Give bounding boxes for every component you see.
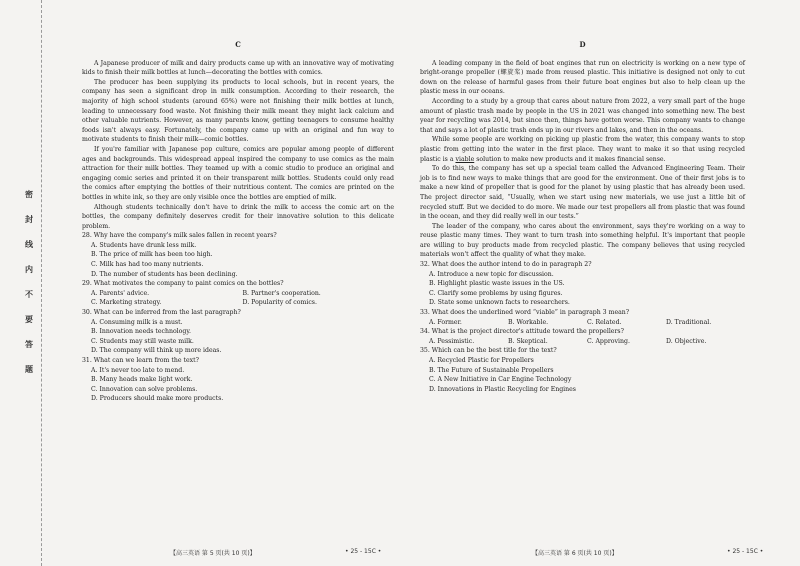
question-31 (82, 356, 394, 404)
seal-char: 封 (25, 215, 33, 224)
passage-d-paragraph (420, 135, 745, 164)
question-32 (420, 260, 745, 308)
option: B. The Future of Sustainable Propellers (429, 366, 554, 374)
question-stem: 33. What does the underlined word “viable” in paragraph 3 mean? (420, 309, 630, 317)
option: C. Students may still waste milk. (91, 337, 194, 345)
passage-d-paragraph: According to a study by a group that cares about nature from 2022, a very small part of the huge amount of plastic trash made by people in the US in 2021 was changed into something new. The best year for recycling was 2014, but since then, things have gotten worse. This company wants to change that and says a lot of plastic trash ends up in our rivers and lakes, and then in the oceans. (420, 97, 745, 134)
option: C. A New Initiative in Car Engine Technology (429, 376, 572, 384)
underlined-word-viable: viable (455, 155, 475, 163)
seal-char: 不 (25, 290, 33, 299)
option: C. Milk has had too many nutrients. (91, 261, 204, 269)
option: A. Former. (429, 318, 462, 326)
page-5-column (82, 40, 394, 404)
option: A. It's never too late to mend. (91, 366, 185, 374)
option: B. Many heads make light work. (91, 376, 193, 384)
option: D. Producers should make more products. (91, 395, 224, 403)
passage-d-paragraph: A leading company in the field of boat engines that run on electricity is working on a new type of bright-orange propeller (螺旋桨) made from reused plastic. This initiative is designed not only to cut down on the release of harmful gases from their future boat engines but also to help clean up the plastic mess in our oceans. (420, 59, 745, 96)
question-stem: 30. What can be inferred from the last paragraph? (82, 309, 241, 317)
page-6-footer-label: 【高三英语 第 6 页(共 10 页)】 (532, 550, 618, 557)
option: B. Highlight plastic waste issues in the US. (429, 280, 565, 288)
option: B. Innovation needs technology. (91, 328, 191, 336)
page-5-footer-code: • 25 - 15C • (345, 548, 382, 555)
question-stem: 31. What can we learn from the text? (82, 357, 199, 364)
seal-char: 密 (25, 190, 33, 199)
option: D. Innovations in Plastic Recycling for Engines (429, 385, 576, 393)
option: D. State some unknown facts to researchers. (429, 299, 570, 307)
option: A. Recycled Plastic for Propellers (429, 357, 534, 364)
seal-char: 内 (25, 265, 33, 274)
question-stem: 35. Which can be the best title for the text? (420, 347, 557, 355)
option: C. Clarify some problems by using figures. (429, 289, 563, 297)
option: A. Pessimistic. (429, 337, 475, 345)
option: B. Skeptical. (508, 337, 548, 345)
option: C. Approving. (587, 337, 630, 345)
paragraph-part: solution to make new products and it makes financial sense. (476, 155, 666, 163)
question-stem: 28. Why have the company's milk sales fallen in recent years? (82, 232, 277, 240)
question-30 (82, 308, 394, 356)
question-34 (420, 327, 745, 346)
option: A. Introduce a new topic for discussion. (429, 270, 554, 278)
option: C. Related. (587, 318, 622, 326)
option: D. Popularity of comics. (242, 299, 317, 307)
option: A. Students have drunk less milk. (91, 241, 197, 249)
question-35 (420, 346, 745, 394)
option: D. The company will think up more ideas. (91, 347, 222, 355)
question-stem: 34. What is the project director's attitude toward the propellers? (420, 328, 624, 336)
option: D. The number of students has been declining. (91, 270, 238, 278)
option: B. Workable. (508, 318, 549, 326)
option: C. Marketing strategy. (91, 299, 162, 307)
seal-line (41, 0, 42, 566)
option: B. Partner's cooperation. (242, 289, 321, 297)
question-33 (420, 308, 745, 327)
page-5-footer-label: 【高三英语 第 5 页(共 10 页)】 (170, 550, 256, 557)
question-28 (82, 231, 394, 279)
passage-c-paragraph: Although students technically don't have to drink the milk to access the comic art on the bottles, the company definitely deserves credit for their innovative solution to this delicate problem. (82, 203, 394, 230)
question-stem: 32. What does the author intend to do in paragraph 2? (420, 261, 592, 269)
option: A. Consuming milk is a must. (91, 318, 183, 326)
seal-line-labels (22, 190, 36, 374)
passage-c-paragraph: If you're familiar with Japanese pop culture, comics are popular among people of different ages and backgrounds. This widespread appeal inspired the company to use comics as the main attraction for their milk bottles. They teamed up with a comic studio to produce an original and engaging comic series and printed it on their transparent milk bottles. Students could only read the comics after emptying the bottles of their nutritious content. The comics are printed on the bottles in white ink, so they are only visible once the bottles are emptied of milk. (82, 145, 394, 201)
passage-c-paragraph: A Japanese producer of milk and dairy products came up with an innovative way of motivating kids to finish their milk bottles at lunch—decorating the bottles with comics. (82, 59, 394, 77)
paragraph-part: While some people are working on picking up plastic from the water, this company wants to stop plastic from getting into the water in the first place. They want to make it so that using recycled plastic is a (420, 136, 745, 163)
seal-char: 题 (25, 365, 33, 374)
option: C. Innovation can solve problems. (91, 385, 198, 393)
seal-char: 答 (25, 340, 33, 349)
option: A. Parents' advice. (91, 289, 150, 297)
passage-d-paragraph: To do this, the company has set up a special team called the Advanced Engineering Team. Their job is to find new ways to make things that are good for the environment. One of their first jobs is to make a new kind of propeller that is good for the planet by using plastic that has already been used. The project director said, “Usually, when we start using new materials, we use just a little bit of recycled stuff. But we decided to do more. We made our test propellers all from plastic that was found in the ocean, and they did really well in our tests.” (420, 165, 745, 221)
page-6-column (420, 40, 745, 394)
seal-char: 要 (25, 315, 33, 324)
question-29 (82, 279, 394, 308)
passage-d-paragraph: The leader of the company, who cares about the environment, says they're working on a way to reuse plastic many times. They want to turn trash into something helpful. It's important that people are willing to buy products made from recycled plastic. The company believes that using recycled materials won't affect the quality of what they make. (420, 222, 745, 259)
passage-c-heading: C (235, 40, 241, 49)
option: D. Traditional. (666, 318, 712, 326)
passage-c-paragraph: The producer has been supplying its products to local schools, but in recent years, the company has seen a significant drop in milk consumption. According to their research, the majority of high school students (around 65%) were not finishing their milk bottles at lunch, leading to unnecessary food waste. Not finishing their milk meant they might lack calcium and other valuable nutrients. However, as many parents know, getting teenagers to consume healthy foods isn't always easy. Fortunately, the company came up with an original and fun way to motivate students to finish their milk—comic bottles. (82, 78, 394, 144)
option: D. Objective. (666, 337, 707, 345)
page-6-footer-code: • 25 - 15C • (727, 548, 764, 555)
passage-d-heading: D (579, 40, 586, 49)
option: B. The price of milk has been too high. (91, 251, 213, 259)
seal-char: 线 (25, 240, 33, 249)
question-stem: 29. What motivates the company to paint comics on the bottles? (82, 280, 284, 288)
